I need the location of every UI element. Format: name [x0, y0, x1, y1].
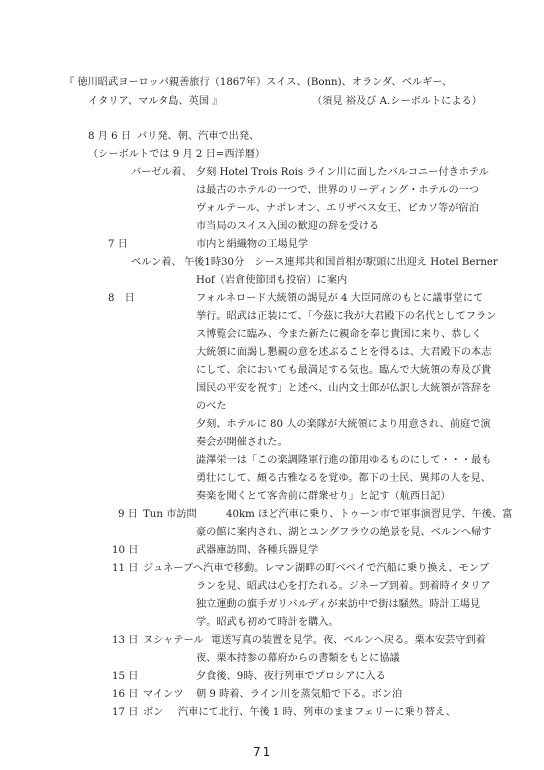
- entry-line: 奏会が開催された。: [196, 437, 288, 448]
- entry-line: 40km ほど汽車に乗り、トゥーン市で軍事演習見学、午後、富: [226, 509, 513, 520]
- entry-line: ヴォルテール、ナポレオン、エリザベス女王、ピカソ等が宿泊: [196, 203, 479, 214]
- entry-text: 市内と絹織物の工場見学: [196, 239, 309, 250]
- entry-line: 夕刻 Hotel Trois Rois ライン川に面したバルコニー付きホテル: [196, 167, 489, 178]
- entry-note: （シーボルトでは 9 月 2 日=西洋暦）: [88, 149, 266, 160]
- entry-day: 13 日: [112, 635, 139, 646]
- page-number: 71: [253, 745, 273, 759]
- entry-line: 大統領に面謁し懇親の意を述ぶることを得るは、大君殿下の本志: [196, 347, 492, 358]
- entry-day: 10 日: [112, 545, 139, 556]
- entry-line: 澁澤栄一は「この楽調隆軍行進の節用ゆるものにして・・・最も: [196, 455, 492, 466]
- entry-line: 学。昭武も初めて時計を購入。: [196, 617, 339, 628]
- entry-line: Hof（岩倉使節団も投宿）に案内: [196, 275, 348, 286]
- document-title-line1: 『 徳川昭武ヨーロッパ親善旅行（1867年）スイス、(Bonn)、オランダ、ベルギー、: [64, 77, 453, 88]
- entry-line: 挙行。昭武は正装にて、「今茲に我が大君殿下の名代としてフラン: [196, 311, 497, 322]
- entry-place: ヌシャテール: [143, 635, 204, 646]
- entry-place: バーゼル着、: [131, 167, 192, 178]
- entry-place: ボン: [143, 707, 164, 718]
- entry-place: ベルン着、: [131, 257, 182, 268]
- entry-day: 8 日: [108, 293, 135, 304]
- entry-day: 9 日: [118, 509, 138, 520]
- entry-text: 汽車にて北行、午後 1 時、列車のままフェリーに乗り替え、: [178, 707, 456, 718]
- document-title-line2: イタリア、マルタ島、英国 』: [88, 96, 223, 107]
- entry-line: 市当局のスイス入国の歓迎の辞を受ける: [196, 221, 380, 232]
- entry-line: 豪の館に案内され、湖とユングフラウの絶景を見、ベルンへ帰す: [196, 527, 492, 538]
- entry-line: 午後1時30分 シース連邦共和国首相が駅頭に出迎え Hotel Berner: [184, 257, 498, 268]
- document-attribution: （須見 裕及び A.シーボルトによる）: [312, 96, 482, 107]
- entry-text: 朝 9 時着、ライン川を蒸気船で下る。ボン泊: [196, 689, 403, 700]
- entry-line: ジュネーブへ汽車で移動。レマン湖畔の町ベベイで汽船に乗り換え、モンブ: [143, 563, 490, 574]
- entry-line: 勇壮にして、頗る古雅なるを覚ゆ。都下の士民、異邦の人を見、: [196, 473, 491, 484]
- entry-day: 8 月 6 日: [88, 131, 132, 142]
- entry-day: 11 日: [112, 563, 139, 574]
- entry-line: は最古のホテルの一つで、世界のリーディング・ホテルの一つ: [196, 185, 480, 196]
- entry-place: マインツ: [143, 689, 184, 700]
- entry-day: 16 日: [112, 689, 139, 700]
- entry-place: Tun 市訪問: [143, 509, 197, 520]
- entry-line: のべた: [196, 401, 227, 412]
- entry-line: 夜、栗本持参の幕府からの書類をもとに協議: [196, 653, 400, 664]
- entry-day: 15 日: [112, 671, 139, 682]
- entry-text: パリ発、朝、汽車で出発、: [137, 131, 260, 142]
- entry-text: 夕食後、9時、夜行列車でプロシアに入る: [196, 671, 386, 682]
- entry-line: ス博覧会に臨み、今また新たに親命を奉じ貴国に来り、恭しく: [196, 329, 482, 340]
- entry-line: 国民の平安を祝す」と述べ、山内文士郎が仏訳し大統領が答辞を: [196, 383, 492, 394]
- entry-line: 夕刻、ホテルに 80 人の楽隊が大統領により用意され、前庭で演: [196, 419, 491, 430]
- entry-text: 武器庫訪問、各種兵器見学: [196, 545, 319, 556]
- entry-line: にして、余においても最満足する気也。臨んで大統領の寿及び貴: [196, 365, 492, 376]
- entry-line: ランを見、昭武は心を打たれる。ジネーブ到着。到着時イタリア: [196, 581, 491, 592]
- entry-line: 奏楽を聞くとて客舎前に群衆せり」と記す（航西日記）: [196, 491, 451, 502]
- entry-line: 電送写真の装置を見学。夜、ベルンへ戻る。栗本安芸守到着: [211, 635, 486, 646]
- entry-line: フォルネロード大統領の謁見が 4 大臣同席のもとに議事堂にて: [196, 293, 484, 304]
- entry-day: 17 日: [112, 707, 139, 718]
- entry-day: 7 日: [108, 239, 128, 250]
- entry-line: 独立運動の旗手ガリバルディが来訪中で街は騒然。時計工場見: [196, 599, 481, 610]
